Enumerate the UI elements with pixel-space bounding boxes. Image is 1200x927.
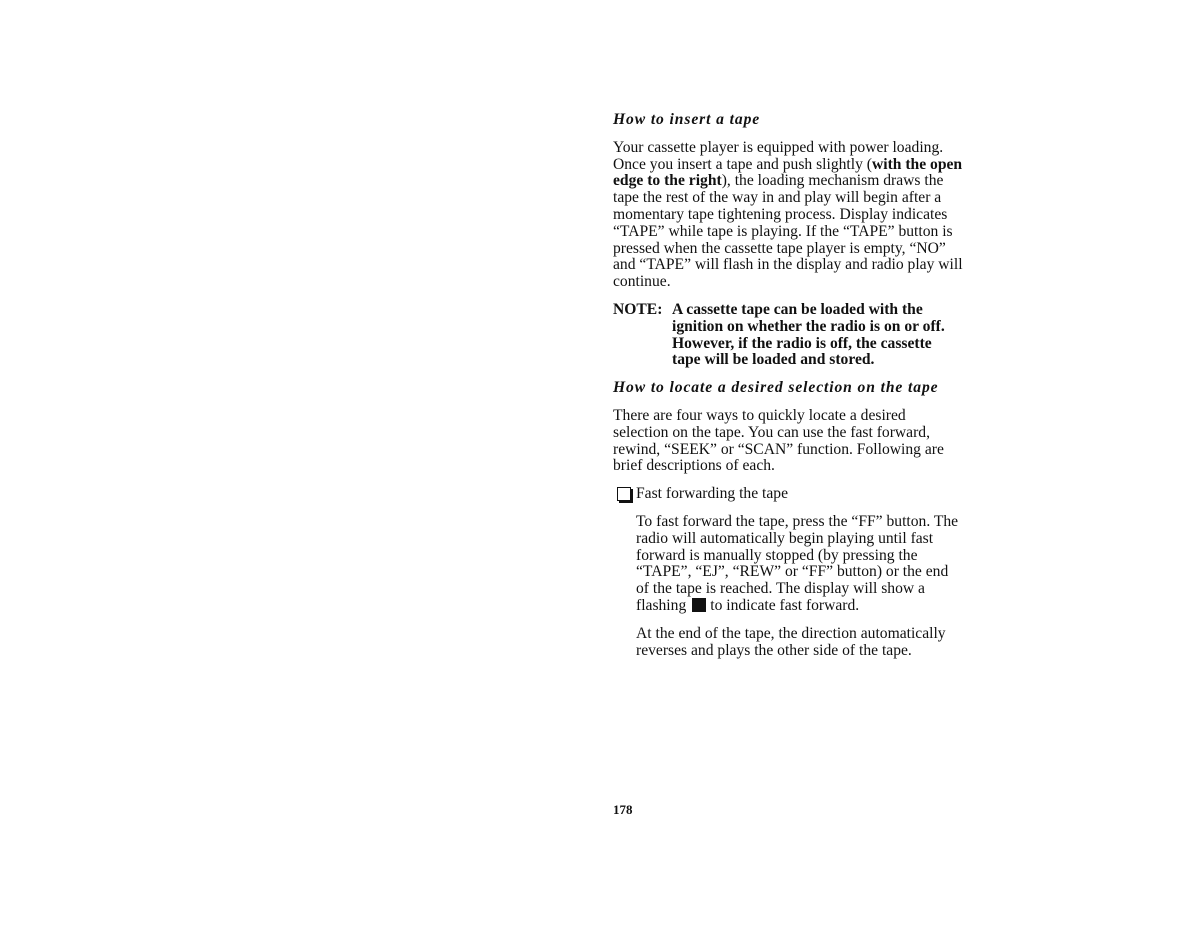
bullet-fast-forward-label: Fast forwarding the tape [636,485,788,503]
note-text: A cassette tape can be loaded with the ignition on whether the radio is on or off. However, if the radio is off, the cassette tape will be loaded and stored. [672,300,945,369]
insert-tape-text-start: Your cassette player is equipped with power loading. Once you insert a tape and push slightly ( [613,138,944,173]
page-number: 178 [613,802,633,817]
section-heading-locate-selection: How to locate a desired selection on the tape [613,379,939,397]
note-label: NOTE: [613,300,663,318]
section-heading-insert-tape: How to insert a tape [613,111,761,128]
insert-tape-paragraph [613,140,963,291]
note-block [613,302,963,369]
fast-forward-text-end: to indicate fast forward. [710,596,860,614]
fast-forward-indicator-icon [692,598,706,612]
manual-page-column [613,112,963,670]
locate-selection-paragraph: There are four ways to quickly locate a desired selection on the tape. You can use the fast forward, rewind, “SEEK” or “SCAN” function. Following are brief descriptions of each. [613,406,944,475]
checkbox-bullet-icon [617,487,631,501]
fast-forward-paragraph [636,514,963,615]
bullet-fast-forward [613,486,963,503]
tape-end-paragraph: At the end of the tape, the direction automatically reverses and plays the other side of the tape. [636,624,946,659]
fast-forward-text-start: To fast forward the tape, press the “FF” button. The radio will automatically begin playing until fast forward is manually stopped (by pressing the “TAPE”, “EJ”, “REW” or “FF” button) or the end of the tape is reached. The display will show a flashing [636,512,959,614]
insert-tape-text-end: ), the loading mechanism draws the tape the rest of the way in and play will begin after a momentary tape tightening process. Display indicates “TAPE” while tape is playing. If the “TAPE” button is pressed when the cassette tape player is empty, “NO” and “TAPE” will flash in the display and radio play will continue. [613,172,963,291]
insert-tape-emphasis: with the open edge to the right [613,155,963,190]
